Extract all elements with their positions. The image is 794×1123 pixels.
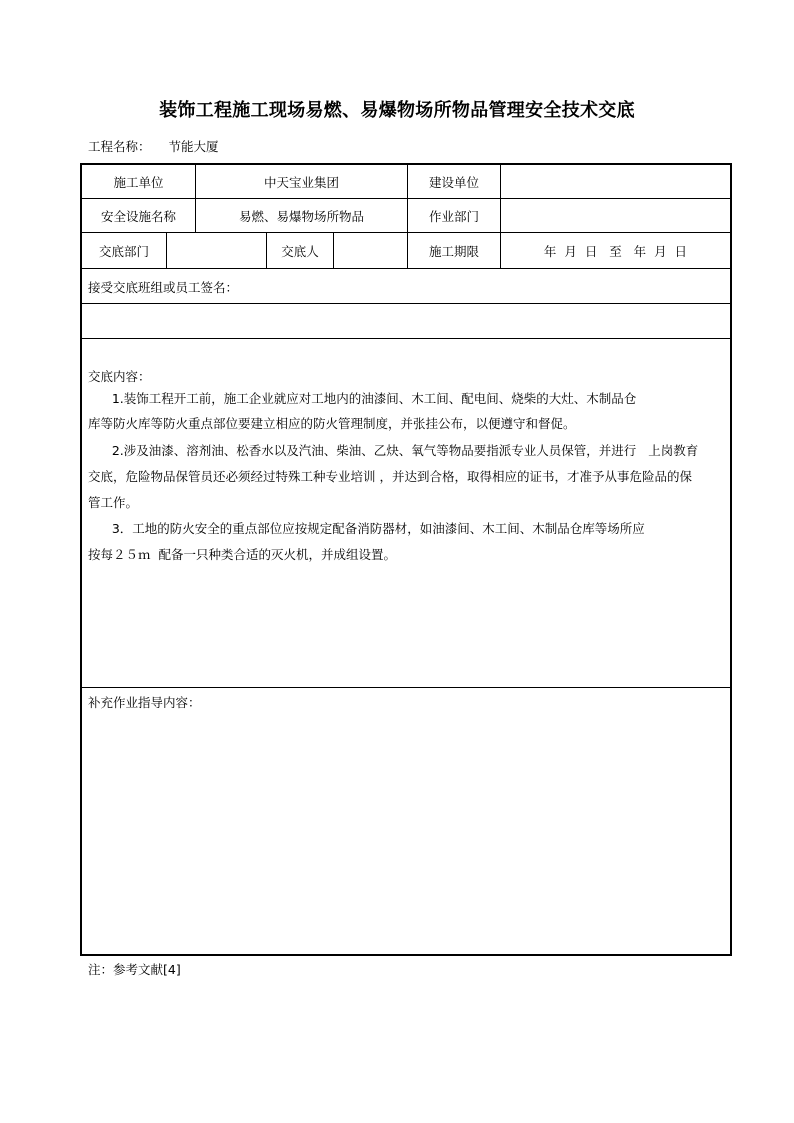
handover-content-line-3: 2.涉及油漆、溶剂油、松香水以及汽油、柴油、乙炔、氧气等物品要指派专业人员保管，并进行 上岗教育 [88, 443, 699, 458]
row-divider-6 [82, 687, 730, 688]
handover-content-line-7: 按每２５ｍ 配备一只种类合适的灭火机，并成组设置。 [88, 547, 396, 562]
row-divider-5 [82, 338, 730, 339]
handover-content-label: 交底内容： [88, 369, 151, 384]
handover-department-label: 交底部门 [98, 243, 149, 259]
handover-person-value[interactable] [334, 233, 407, 268]
construction-period-value[interactable]: 年 月 日 至 年 月 日 [543, 243, 688, 259]
reference-note: 注：参考文献[4] [88, 962, 181, 977]
signature-field[interactable] [82, 304, 730, 338]
project-name-label: 工程名称： [88, 139, 151, 154]
project-name-line [88, 137, 219, 155]
construction-unit-label: 施工单位 [113, 174, 164, 190]
safety-facility-label: 安全设施名称 [100, 208, 176, 224]
document-title: 装饰工程施工现场易燃、易爆物场所物品管理安全技术交底 [159, 100, 635, 121]
handover-person-label: 交底人 [281, 243, 319, 259]
signature-label: 接受交底班组或员工签名： [88, 280, 239, 295]
handover-content-line-1: 1.装饰工程开工前，施工企业就应对工地内的油漆间、木工间、配电间、烧柴的大灶、木制品仓 [88, 391, 637, 406]
project-name-value: 节能大厦 [168, 139, 219, 154]
safety-facility-value: 易燃、易爆物场所物品 [238, 208, 364, 224]
handover-content-line-4: 交底，危险物品保管员还必须经过特殊工种专业培训 ，并达到合格，取得相应的证书，才准予从事危险品的保 [88, 469, 692, 484]
handover-content-line-5: 管工作。 [88, 495, 139, 510]
supplement-guidance-label: 补充作业指导内容： [88, 695, 201, 710]
construction-unit-value: 中天宝业集团 [263, 174, 339, 190]
work-department-value[interactable] [501, 199, 730, 232]
builder-unit-value[interactable] [501, 165, 730, 198]
handover-content-line-2: 库等防火库等防火重点部位要建立相应的防火管理制度，并张挂公布，以便遵守和督促。 [88, 416, 576, 431]
builder-unit-label: 建设单位 [428, 174, 479, 190]
handover-department-value[interactable] [167, 233, 266, 268]
work-department-label: 作业部门 [428, 208, 479, 224]
row-divider-3 [82, 268, 730, 269]
handover-form-table [80, 163, 732, 956]
construction-period-label: 施工期限 [428, 243, 479, 259]
handover-content-line-6: 3．工地的防火安全的重点部位应按规定配备消防器材，如油漆间、木工间、木制品仓库等场所应 [88, 521, 645, 536]
